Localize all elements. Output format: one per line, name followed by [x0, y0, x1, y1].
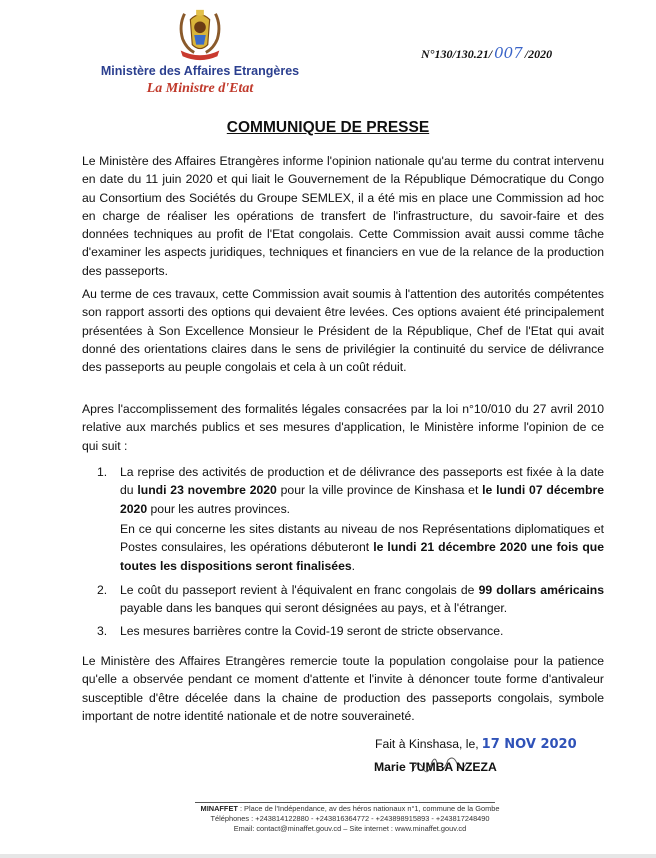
date-kinshasa: lundi 23 novembre 2020	[137, 483, 277, 498]
list-item-3	[97, 622, 604, 640]
paragraph-thanks: Le Ministère des Affaires Etrangères remercie toute la population congolaise pour la patience qu'elle a observée pendant ce moment d'attente et l'invite à dénoncer toute forme d'antivaleur susceptible d'être décelée dans la chaine de production des passeports congolais, symbole important de notre identité nationale et de notre souveraineté.	[82, 654, 604, 723]
date-stamp: 17 NOV 2020	[481, 737, 577, 752]
footer-org: MINAFFET	[200, 804, 238, 813]
page-bottom-edge	[0, 854, 656, 858]
footer-address	[150, 804, 550, 814]
list-item-text	[120, 581, 604, 618]
date-provinces: le lundi 07 décembre 2020	[120, 483, 604, 516]
footer-phones: Téléphones : +243814122880 - +243816364772 - +243898915893 - +243817248490	[210, 814, 490, 823]
reference-handwritten-number: 007	[494, 44, 523, 62]
signer-name: Marie TUMBA NZEZA	[374, 760, 497, 774]
coat-of-arms-emblem	[171, 6, 229, 64]
footer-email: Email: contact@minaffet.gouv.cd – Site internet : www.minaffet.gouv.cd	[233, 824, 467, 833]
list-item-2	[97, 581, 604, 618]
paragraph-commission: Au terme de ces travaux, cette Commission avait soumis à l'attention des autorités compétentes son rapport assorti des options qui devaient être levées. Ces options avaient été principalement présentées à Son Excellence Monsieur le Président de la République, Chef de l'Etat qui avait donné des orientations claires dans le sens de privilégier la continuité du service de délivrance des passeports au peuple congolais et cela à un coût réduit.	[82, 287, 604, 375]
list-item-1	[97, 463, 604, 518]
text-segment: payable dans les banques qui seront désignées au pays, et à l'étranger.	[120, 601, 508, 616]
list-number: 1.	[97, 465, 108, 479]
footer-divider	[195, 802, 495, 803]
letterhead	[96, 6, 304, 97]
signoff-place: Fait à Kinshasa, le,	[375, 737, 479, 751]
signoff-line	[375, 737, 577, 752]
ministry-name: Ministère des Affaires Etrangères	[100, 64, 300, 78]
reference-suffix: /2020	[524, 47, 553, 61]
text-segment: pour la ville province de Kinshasa et	[276, 483, 483, 498]
list-number: 3.	[97, 624, 108, 638]
text-segment: En ce qui concerne les sites distants au niveau de nos Représentations diplomatiques et Postes consulaires, les opérations débuteront	[120, 522, 604, 555]
date-abroad: le lundi 21 décembre 2020 une fois que toutes les dispositions seront finalisées	[120, 540, 604, 573]
paragraph-intro: Le Ministère des Affaires Etrangères informe l'opinion nationale qu'au terme du contrat intervenu en date du 11 juin 2020 et qui liait le Gouvernement de la République Démocratique du Congo au Consortium des Sociétés du Groupe SEMLEX, il a été mis en place une Commission ad hoc en charge de réaliser les opérations de transfert de l'infrastructure, du savoir-faire et des données techniques au profit de l'Etat congolais. Cette Commission avait aussi comme tâche d'examiner les aspects juridiques, techniques et financiers en vue de la relance de la production des passeports.	[82, 154, 604, 278]
text-segment: La reprise des activités de production et de délivrance des passeports est fixée à la date du	[120, 465, 604, 498]
paragraph-formalities: Apres l'accomplissement des formalités légales consacrées par la loi n°10/010 du 27 avril 2010 relative aux marchés publics et ses mesures d'application, le Ministère informe l'opinion de ce qui suit :	[82, 402, 604, 453]
minister-title: La Ministre d'Etat	[146, 81, 254, 96]
footer-address-text: : Place de l'Indépendance, av des héros nationaux n°1, commune de la Gombe	[237, 804, 500, 813]
document-title: COMMUNIQUE DE PRESSE	[226, 119, 430, 136]
text-segment: Le coût du passeport revient à l'équivalent en franc congolais de	[120, 583, 479, 597]
list-item-1-continuation	[120, 520, 604, 575]
footer	[150, 804, 550, 834]
text-segment: pour les autres provinces.	[147, 501, 291, 516]
list-item-text	[120, 463, 604, 518]
list-number: 2.	[97, 583, 108, 597]
reference-prefix: N°130/130.21/	[421, 47, 493, 61]
passport-price: 99 dollars américains	[478, 583, 604, 597]
reference-number	[421, 44, 552, 62]
list-item-text: Les mesures barrières contre la Covid-19 seront de stricte observance.	[120, 624, 504, 638]
text-segment: .	[351, 558, 356, 573]
